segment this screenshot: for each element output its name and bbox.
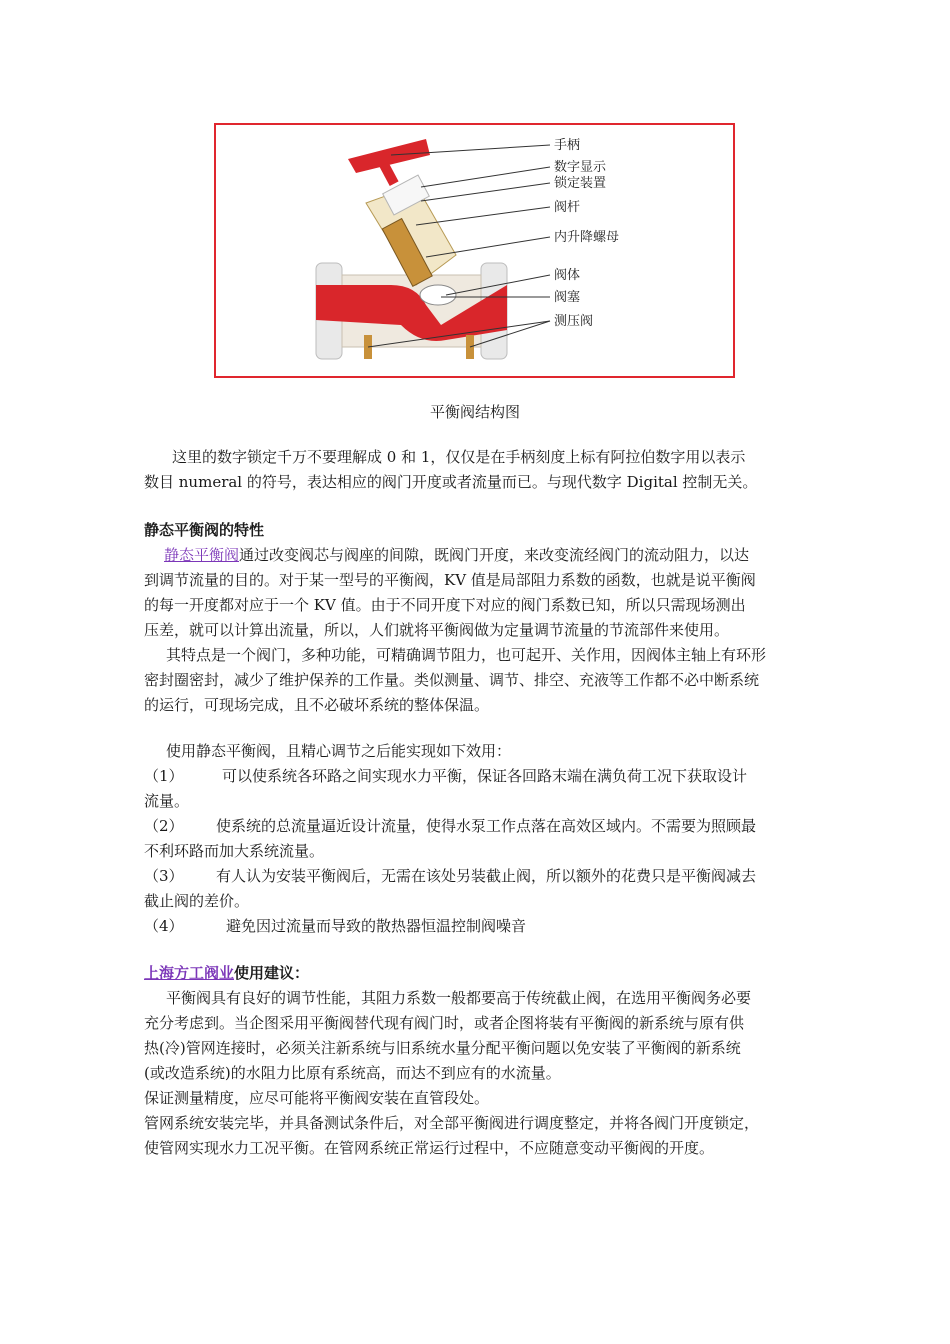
- section2-p3-line1: 管网系统安装完毕，并具备测试条件后，对全部平衡阀进行调度整定，并将各阀门开度锁定，: [144, 1114, 760, 1132]
- intro-line-1: 这里的数字锁定千万不要理解成 0 和 1，仅仅是在手柄刻度上标有阿拉伯数字用以表示: [172, 448, 746, 466]
- label-lifting-nut: 内升降螺母: [554, 230, 620, 245]
- section-static-valve: [144, 518, 808, 718]
- label-lock-device: 锁定装置: [554, 176, 607, 191]
- section1-p1-line2: 到调节流量的目的。对于某一型号的平衡阀，KV 值是局部阻力系数的函数，也就是说平衡阀: [144, 571, 756, 589]
- effect-number: （2）: [144, 817, 184, 835]
- effects-intro: 使用静态平衡阀，且精心调节之后能实现如下效用：: [166, 742, 512, 760]
- section2-p1-line3: 热(冷)管网连接时，必须关注新系统与旧系统水量分配平衡问题以免安装了平衡阀的新系统: [144, 1039, 741, 1057]
- intro-paragraph: [144, 445, 808, 495]
- effect-item-1: [144, 764, 808, 789]
- effect-number: （1）: [144, 767, 184, 785]
- section2-p1-line4: (或改造系统)的水阻力比原有系统高，而达不到应有的水流量。: [144, 1064, 561, 1082]
- section1-p2-line1: 其特点是一个阀门，多种功能，可精确调节阻力，也可起开、关作用，因阀体主轴上有环形: [166, 646, 767, 664]
- section2-p1-line2: 充分考虑到。当企图采用平衡阀替代现有阀门时，或者企图将装有平衡阀的新系统与原有供: [144, 1014, 745, 1032]
- effect-text: 有人认为安装平衡阀后，无需在该处另装截止阀，所以额外的花费只是平衡阀减去: [216, 867, 757, 885]
- intro-line-2: 数目 numeral 的符号，表达相应的阀门开度或者流量而已。与现代数字 Digital 控制无关。: [144, 473, 758, 491]
- section1-p1-line4: 压差，就可以计算出流量，所以，人们就将平衡阀做为定量调节流量的节流部件来使用。: [144, 621, 730, 639]
- section2-p2: 保证测量精度，应尽可能将平衡阀安装在直管段处。: [144, 1089, 490, 1107]
- label-valve-body: 阀体: [554, 268, 581, 283]
- effect-item-1-cont: 流量。: [144, 792, 190, 810]
- valve-structure-figure: [214, 123, 735, 378]
- section-recommendations: [144, 961, 808, 1161]
- section2-p1-line1: 平衡阀具有良好的调节性能，其阻力系数一般都要高于传统截止阀，在选用平衡阀务必要: [166, 989, 752, 1007]
- label-valve-plug: 阀塞: [554, 290, 581, 305]
- handle-neck: [379, 162, 398, 186]
- section1-p1-line3: 的每一开度都对应于一个 KV 值。由于不同开度下对应的阀门系数已知，所以只需现场测出: [144, 596, 746, 614]
- effect-item-2: [144, 814, 808, 839]
- effect-item-4: [144, 914, 808, 939]
- section1-p2-line2: 密封圈密封，减少了维护保养的工作量。类似测量、调节、排空、充液等工作都不必中断系统: [144, 671, 760, 689]
- effects-section: [144, 739, 808, 939]
- effect-item-2-cont: 不利环路而加大系统流量。: [144, 842, 325, 860]
- effect-text: 可以使系统各环路之间实现水力平衡，保证各回路末端在满负荷工况下获取设计: [222, 767, 748, 785]
- label-digital-display: 数字显示: [554, 160, 607, 175]
- section1-p1-line1: 通过改变阀芯与阀座的间隙，既阀门开度，来改变流经阀门的流动阻力，以达: [239, 546, 750, 564]
- static-valve-link[interactable]: 静态平衡阀: [164, 546, 240, 564]
- label-handle: 手柄: [554, 138, 581, 153]
- valve-illustration: [216, 125, 733, 376]
- label-stem: 阀杆: [554, 200, 581, 215]
- effect-text: 使系统的总流量逼近设计流量，使得水泵工作点落在高效区域内。不需要为照顾最: [216, 817, 757, 835]
- effect-text: 避免因过流量而导致的散热器恒温控制阀噪音: [226, 917, 527, 935]
- section2-p3-line2: 使管网实现水力工况平衡。在管网系统正常运行过程中，不应随意变动平衡阀的开度。: [144, 1139, 715, 1157]
- effect-number: （3）: [144, 867, 184, 885]
- company-link[interactable]: 上海方工阀业: [144, 964, 235, 982]
- label-pressure-valve: 测压阀: [554, 314, 594, 329]
- section-heading: 静态平衡阀的特性: [144, 521, 265, 539]
- figure-caption: 平衡阀结构图: [429, 403, 520, 421]
- effect-number: （4）: [144, 917, 184, 935]
- valve-plug: [420, 285, 456, 305]
- section1-p2-line3: 的运行，可现场完成，且不必破坏系统的整体保温。: [144, 696, 490, 714]
- section2-heading: 使用建议：: [234, 964, 310, 982]
- effect-item-3-cont: 截止阀的差价。: [144, 892, 250, 910]
- effect-item-3: [144, 864, 808, 889]
